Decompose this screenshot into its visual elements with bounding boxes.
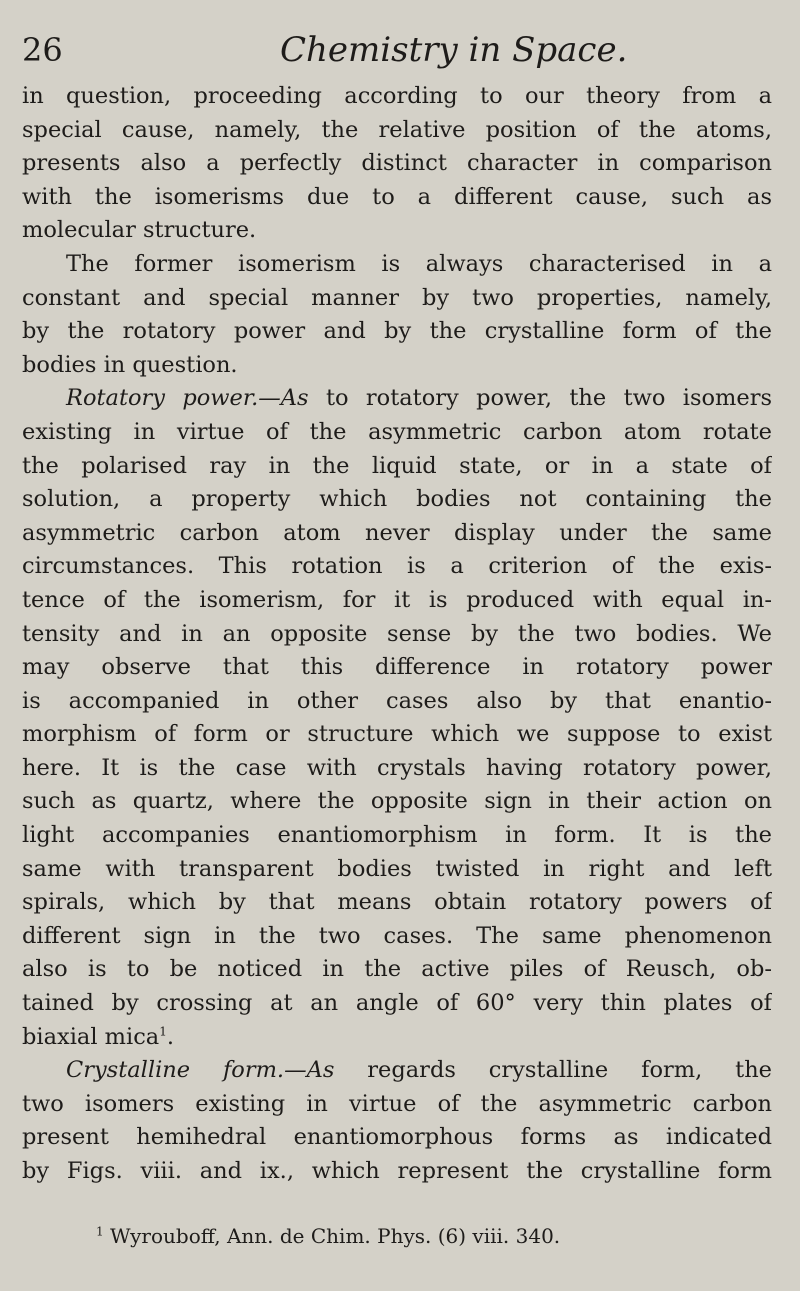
section-heading-rotatory-power: Rotatory power.—As xyxy=(66,385,309,412)
text-line: solution, a property which bodies not containing the xyxy=(22,486,772,513)
text-line: constant and special manner by two properties, namely, xyxy=(22,284,772,311)
text-line: special cause, namely, the relative position of the atoms, xyxy=(22,116,772,143)
text-line: morphism of form or structure which we suppose to exist xyxy=(22,721,772,748)
text-line: tained by crossing at an angle of 60° very thin plates of xyxy=(22,990,772,1017)
text-line-with-footnote-ref: biaxial mica$^1$. xyxy=(22,1023,175,1050)
running-head xyxy=(0,28,800,72)
text-line: also is to be noticed in the active piles of Reusch, ob- xyxy=(22,956,772,983)
text-line: the polarised ray in the liquid state, or in a state of xyxy=(22,452,772,479)
text-line: circumstances. This rotation is a criterion of the exis- xyxy=(22,553,772,580)
text-line: tensity and in an opposite sense by the two bodies. We xyxy=(22,620,772,647)
page-number: 26 xyxy=(22,31,63,69)
text-line: asymmetric carbon atom never display under the same xyxy=(22,519,772,546)
text-line: bodies in question. xyxy=(22,351,238,378)
section-heading-crystalline-form: Crystalline form.—As xyxy=(66,1057,335,1084)
text-line: same with transparent bodies twisted in right and left xyxy=(22,855,772,882)
text-line: by Figs. viii. and ix., which represent the crystalline form xyxy=(22,1158,772,1184)
text-fragment: biaxial mica xyxy=(22,1023,160,1050)
text-line-with-heading xyxy=(22,382,772,416)
text-line: light accompanies enantiomorphism in form. It is the xyxy=(22,822,772,849)
running-title: Chemistry in Space. xyxy=(280,30,628,70)
text-line: by the rotatory power and by the crystalline form of the xyxy=(22,318,772,345)
text-line: present hemihedral enantiomorphous forms as indicated xyxy=(22,1124,772,1151)
text-line: molecular structure. xyxy=(22,217,257,244)
text-line: The former isomerism is always characterised in a xyxy=(66,250,772,277)
text-line: existing in virtue of the asymmetric carbon atom rotate xyxy=(22,418,772,445)
footnote-reference: 1 xyxy=(159,1024,167,1039)
text-line: here. It is the case with crystals having rotatory power, xyxy=(22,754,772,781)
footnote-text: Wyrouboff, Ann. de Chim. Phys. (6) viii. 340. xyxy=(110,1224,561,1248)
text-line: different sign in the two cases. The same phenomenon xyxy=(22,922,772,949)
footnote xyxy=(96,1222,560,1250)
text-line: in question, proceeding according to our theory from a xyxy=(22,83,772,109)
text-fragment: to rotatory power, the two isomers xyxy=(325,385,772,412)
text-line: may observe that this difference in rotatory power xyxy=(22,654,772,681)
text-line: tence of the isomerism, for it is produced with equal in- xyxy=(22,586,772,613)
body-text xyxy=(22,80,772,1189)
footnote-marker: 1 xyxy=(96,1224,104,1239)
text-line: presents also a perfectly distinct character in comparison xyxy=(22,150,772,177)
text-line: two isomers existing in virtue of the asymmetric carbon xyxy=(22,1090,772,1117)
text-line: such as quartz, where the opposite sign in their action on xyxy=(22,788,772,815)
text-fragment: regards crystalline form, the xyxy=(367,1057,772,1084)
text-line: with the isomerisms due to a different cause, such as xyxy=(22,183,772,210)
text-line-with-heading xyxy=(22,1054,772,1088)
text-line: spirals, which by that means obtain rotatory powers of xyxy=(22,889,772,916)
text-line: is accompanied in other cases also by that enantio- xyxy=(22,687,772,714)
